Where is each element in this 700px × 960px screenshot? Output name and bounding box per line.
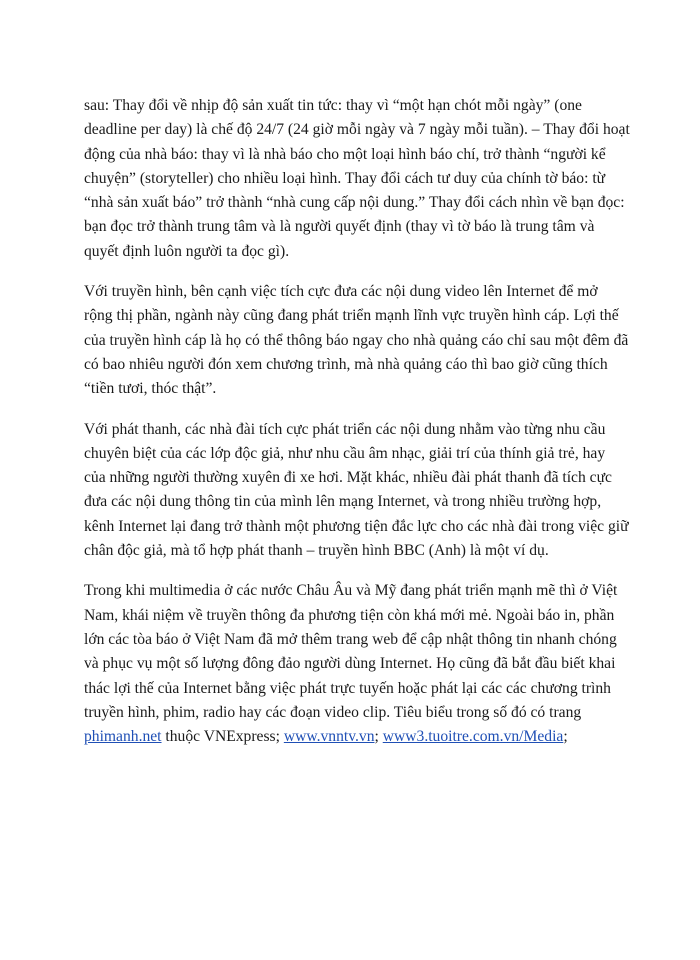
document-body (84, 94, 630, 749)
link-vnntv[interactable]: www.vnntv.vn (283, 728, 375, 746)
paragraph-vietnam-text-end: ; (563, 728, 568, 746)
paragraph-newsroom-changes: sau: Thay đổi về nhịp độ sản xuất tin tức: thay vì “một hạn chót mỗi ngày” (one deadline per day) là chế độ 24/7 (24 giờ mỗi ngày và 7 ngày mỗi tuần). – Thay đổi hoạt động của nhà báo: thay vì là nhà báo cho một loại hình báo chí, trở thành “người kể chuyện” (storyteller) cho nhiều loại hình. Thay đổi cách tư duy của chính tờ báo: từ “nhà sản xuất báo” trở thành “nhà cung cấp nội dung.” Thay đổi cách nhìn về bạn đọc: bạn đọc trở thành trung tâm và là người quyết định (thay vì tờ báo là trung tâm và quyết định luôn người ta đọc gì). (84, 97, 630, 260)
paragraph-vietnam-multimedia (84, 579, 630, 749)
paragraph-television: Với truyền hình, bên cạnh việc tích cực đưa các nội dung video lên Internet để mở rộng thị phần, ngành này cũng đang phát triển mạnh lĩnh vực truyền hình cáp. Lợi thế của truyền hình cáp là họ có thể thông báo ngay cho nhà quảng cáo chỉ sau một đêm đã có bao nhiêu người đón xem chương trình, mà nhà quảng cáo thì bao giờ cũng thích “tiền tươi, thóc thật”. (84, 283, 629, 398)
link-phimanh[interactable]: phimanh.net (84, 728, 162, 746)
link-separator: ; (374, 728, 383, 746)
paragraph-vietnam-text-after-link: thuộc VNExpress; (161, 728, 284, 746)
link-tuoitre-media[interactable]: www3.tuoitre.com.vn/Media (382, 728, 564, 746)
paragraph-radio: Với phát thanh, các nhà đài tích cực phát triển các nội dung nhằm vào từng nhu cầu chuyên biệt của các lớp độc giả, như nhu cầu âm nhạc, giải trí của thính giả trẻ, hay của những người thường xuyên đi xe hơi. Mặt khác, nhiều đài phát thanh đã tích cực đưa các nội dung thông tin của mình lên mạng Internet, và trong nhiều trường hợp, kênh Internet lại đang trở thành một phương tiện đắc lực cho các nhà đài trong việc giữ chân độc giả, mà tổ hợp phát thanh – truyền hình BBC (Anh) là một ví dụ. (84, 420, 629, 560)
paragraph-vietnam-text: Trong khi multimedia ở các nước Châu Âu và Mỹ đang phát triển mạnh mẽ thì ở Việt Nam, khái niệm về truyền thông đa phương tiện còn khá mới mẻ. Ngoài báo in, phần lớn các tòa báo ở Việt Nam đã mở thêm trang web để cập nhật thông tin nhanh chóng và phục vụ một số lượng đông đảo người dùng Internet. Họ cũng đã bắt đầu biết khai thác lợi thế của Internet bằng việc phát trực tuyến hoặc phát lại các các chương trình truyền hình, phim, radio hay các đoạn video clip. Tiêu biểu trong số đó có trang (84, 582, 618, 721)
